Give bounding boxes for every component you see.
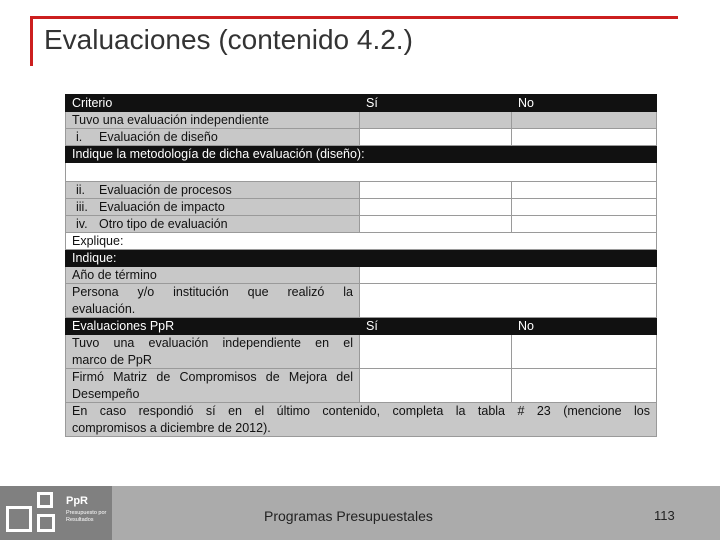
methodology-answer[interactable] <box>66 163 657 182</box>
table-row <box>66 129 657 146</box>
logo-text: PpR <box>66 495 88 507</box>
si-cell[interactable] <box>360 182 512 199</box>
table-row <box>66 335 657 369</box>
no-cell[interactable] <box>512 335 657 369</box>
table-section-row <box>66 146 657 163</box>
header-no: No <box>512 318 657 335</box>
table-row <box>66 284 657 318</box>
table-row <box>66 163 657 182</box>
no-cell[interactable] <box>512 216 657 233</box>
table-row <box>66 369 657 403</box>
si-cell[interactable] <box>360 129 512 146</box>
footer-program-label: Programas Presupuestales <box>264 508 433 524</box>
table-row <box>66 199 657 216</box>
indique-label: Indique: <box>66 250 657 267</box>
table-row <box>66 182 657 199</box>
table-row <box>66 403 657 437</box>
logo-square-bottom <box>37 514 55 532</box>
table-section-row <box>66 250 657 267</box>
table-row <box>66 112 657 129</box>
header-evaluaciones-ppr: Evaluaciones PpR <box>66 318 360 335</box>
title-frame-top <box>30 16 678 19</box>
logo-subtitle: Presupuesto por Resultados <box>66 510 107 523</box>
slide-title <box>44 24 413 56</box>
row-label: iii. Evaluación de impacto <box>66 199 360 216</box>
header-criterio: Criterio <box>66 95 360 112</box>
row-label: ii. Evaluación de procesos <box>66 182 360 199</box>
logo-square-top <box>37 492 53 508</box>
no-cell <box>512 112 657 129</box>
slide-title-bold: Evaluaciones <box>44 24 211 55</box>
table-header-row <box>66 318 657 335</box>
row-label: Tuvo una evaluación independiente <box>66 112 360 129</box>
row-label: Año de término <box>66 267 360 284</box>
slide-title-rest: (contenido 4.2.) <box>210 24 413 55</box>
explique-label: Explique: <box>66 233 657 250</box>
table-header-row <box>66 95 657 112</box>
si-cell[interactable] <box>360 369 512 403</box>
no-cell[interactable] <box>512 129 657 146</box>
row-label: i. Evaluación de diseño <box>66 129 360 146</box>
page-number: 113 <box>654 508 675 523</box>
title-frame-left <box>30 16 33 66</box>
row-label: Firmó Matriz de Compromisos de Mejora del Desempeño <box>66 369 360 403</box>
row-label: Tuvo una evaluación independiente en el marco de PpR <box>66 335 360 369</box>
row-label: Persona y/o institución que realizó la evaluación. <box>66 284 360 318</box>
row-label: iv. Otro tipo de evaluación <box>66 216 360 233</box>
si-cell[interactable] <box>360 335 512 369</box>
si-cell[interactable] <box>360 199 512 216</box>
si-cell[interactable] <box>360 216 512 233</box>
no-cell[interactable] <box>512 199 657 216</box>
header-si: Sí <box>360 318 512 335</box>
header-si: Sí <box>360 95 512 112</box>
table-row <box>66 267 657 284</box>
si-cell <box>360 112 512 129</box>
table-row <box>66 233 657 250</box>
note-cell: En caso respondió sí en el último contenido, completa la tabla # 23 (mencione los compromisos a diciembre de 2012). <box>66 403 657 437</box>
institution-input-cell[interactable] <box>360 284 657 318</box>
ppr-logo <box>0 486 112 540</box>
no-cell[interactable] <box>512 369 657 403</box>
table-row <box>66 216 657 233</box>
logo-square-large <box>6 506 32 532</box>
no-cell[interactable] <box>512 182 657 199</box>
header-no: No <box>512 95 657 112</box>
year-input-cell[interactable] <box>360 267 657 284</box>
evaluation-table <box>65 94 657 437</box>
methodology-label: Indique la metodología de dicha evaluación (diseño): <box>66 146 657 163</box>
footer-bar <box>0 486 720 540</box>
